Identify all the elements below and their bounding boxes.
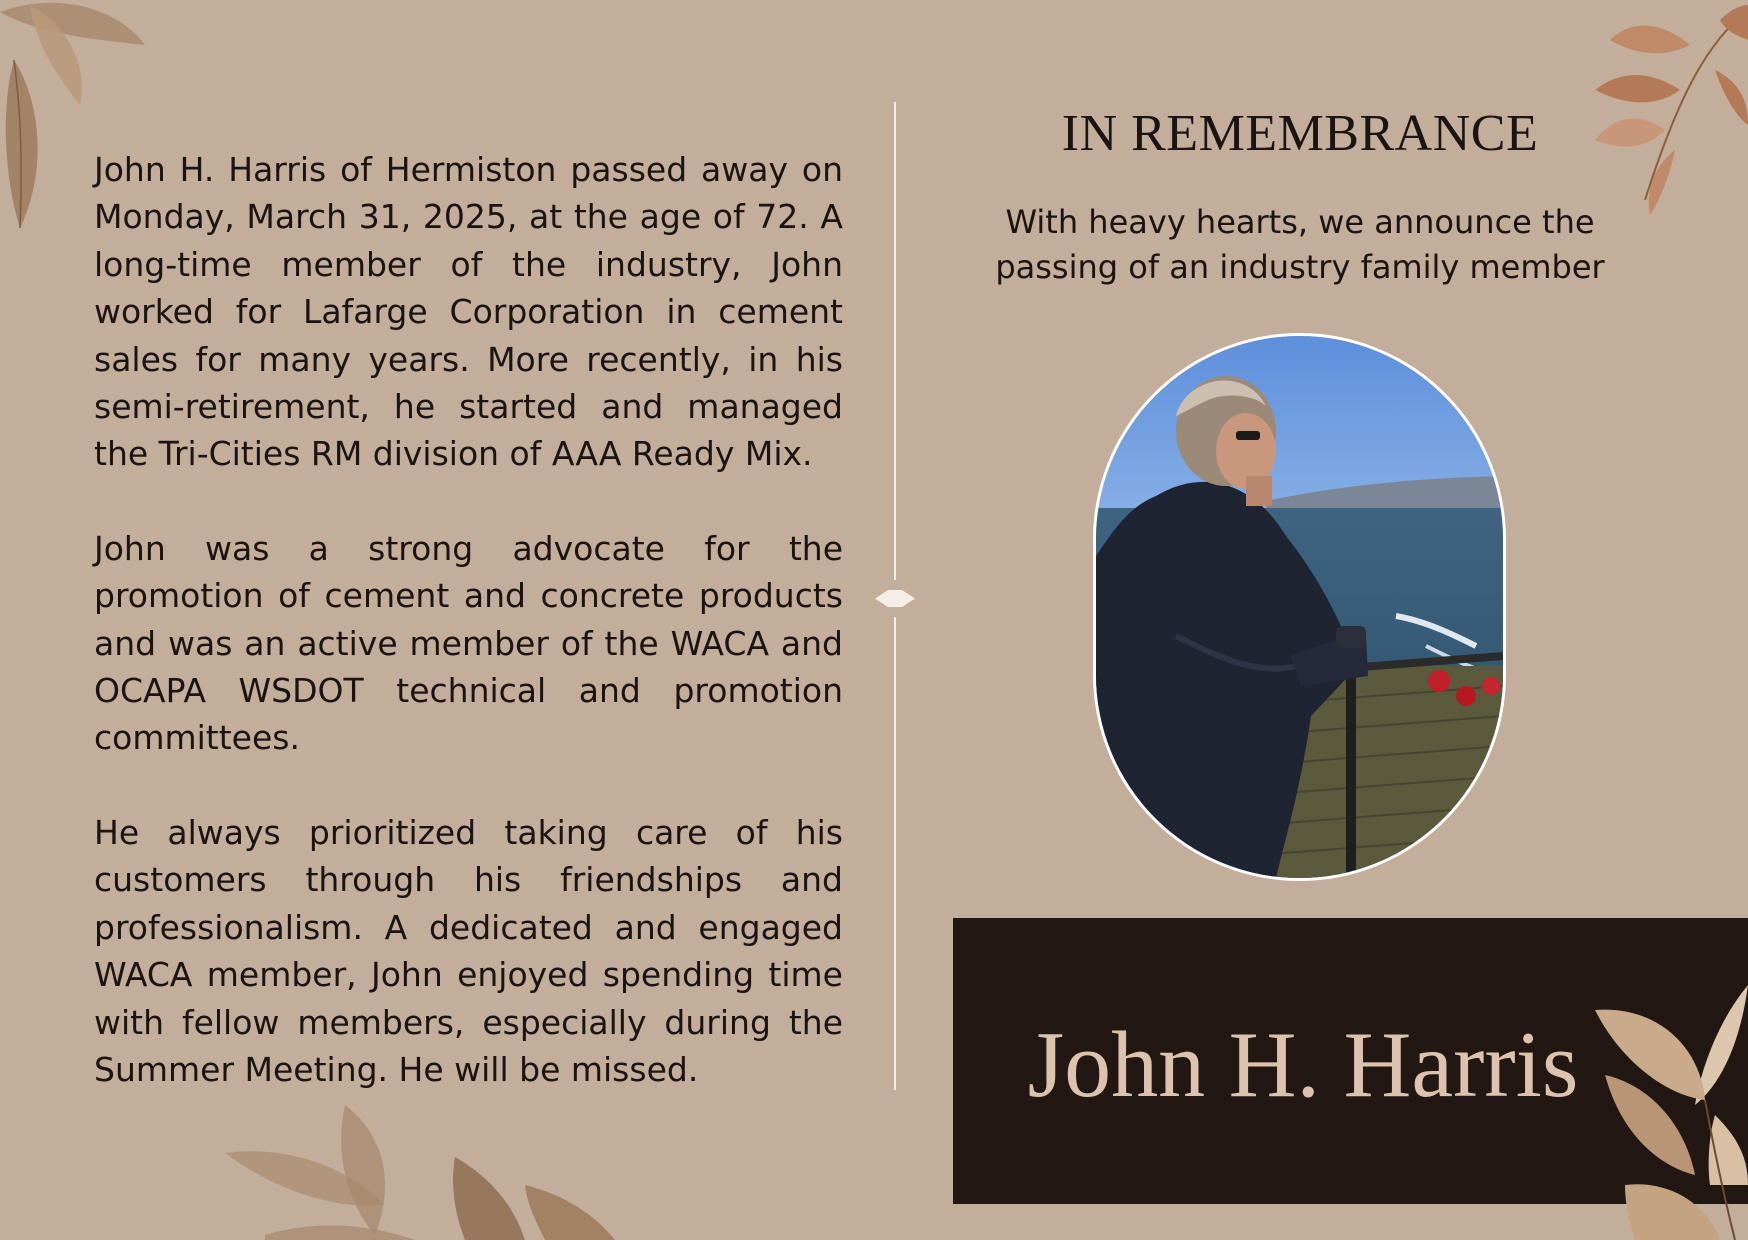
- page-title: IN REMEMBRANCE: [1061, 105, 1539, 162]
- obituary-paragraph-3: He always prioritized taking care of his customers through his friendships and professionalism. A dedicated and engaged WACA member, John enjoyed spending time with fellow members, especially during the Summer Meeting. He will be missed.: [94, 812, 843, 1089]
- announcement-subtitle: With heavy hearts, we announce the passing of an industry family member: [995, 203, 1605, 286]
- portrait-photo: [1093, 333, 1506, 881]
- divider-line-top: [894, 102, 896, 580]
- obituary-text: [94, 146, 843, 1140]
- deceased-name: John H. Harris: [1027, 1013, 1579, 1117]
- obituary-paragraph-2: John was a strong advocate for the promotion of cement and concrete products and was an active member of the WACA and OCAPA WSDOT technical and promotion committees.: [94, 528, 843, 758]
- divider-line-bottom: [894, 617, 896, 1090]
- divider-diamond-ornament: [875, 590, 915, 607]
- obituary-paragraph-1: John H. Harris of Hermiston passed away on Monday, March 31, 2025, at the age of 72. A long-time member of the industry, John worked for Lafarge Corporation in cement sales for many years. More recently, in his semi-retirement, he started and managed the Tri-Cities RM division of AAA Ready Mix.: [94, 150, 843, 474]
- leaf-sprig-bottom-right: [1595, 985, 1748, 1240]
